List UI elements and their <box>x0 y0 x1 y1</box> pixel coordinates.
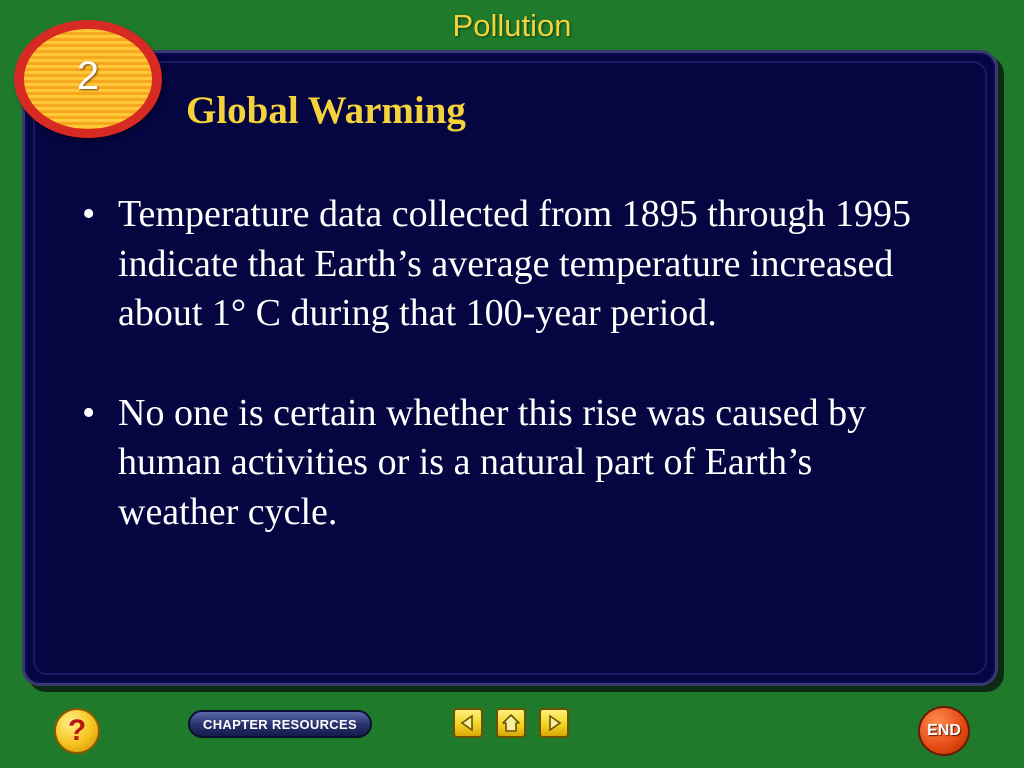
home-button[interactable] <box>496 708 526 738</box>
chapter-resources-label: CHAPTER RESOURCES <box>203 716 357 732</box>
bullet-item <box>82 389 912 538</box>
bullet-item <box>82 190 912 339</box>
end-label: END <box>927 722 961 739</box>
footer-bar <box>0 700 1024 768</box>
help-button[interactable] <box>54 708 100 754</box>
bullet-text: No one is certain whether this rise was caused by human activities or is a natural part of Earth’s weather cycle. <box>118 391 867 533</box>
chapter-resources-button[interactable] <box>188 710 372 738</box>
bullet-marker: • <box>82 391 96 434</box>
bullet-marker: • <box>82 193 96 235</box>
previous-button[interactable] <box>453 708 483 738</box>
home-icon <box>501 713 521 733</box>
bullet-list <box>82 190 912 587</box>
section-number: 2 <box>76 54 100 98</box>
slide-title: Global Warming <box>186 89 466 132</box>
next-button[interactable] <box>539 708 569 738</box>
arrow-right-icon <box>545 714 563 732</box>
end-button[interactable] <box>918 706 970 756</box>
question-icon: ? <box>67 714 87 747</box>
header-title: Pollution <box>452 8 572 43</box>
arrow-left-icon <box>459 714 477 732</box>
bullet-text: Temperature data collected from 1895 through 1995 indicate that Earth’s average temperature increased about 1° C during that 100-year period. <box>118 193 911 334</box>
